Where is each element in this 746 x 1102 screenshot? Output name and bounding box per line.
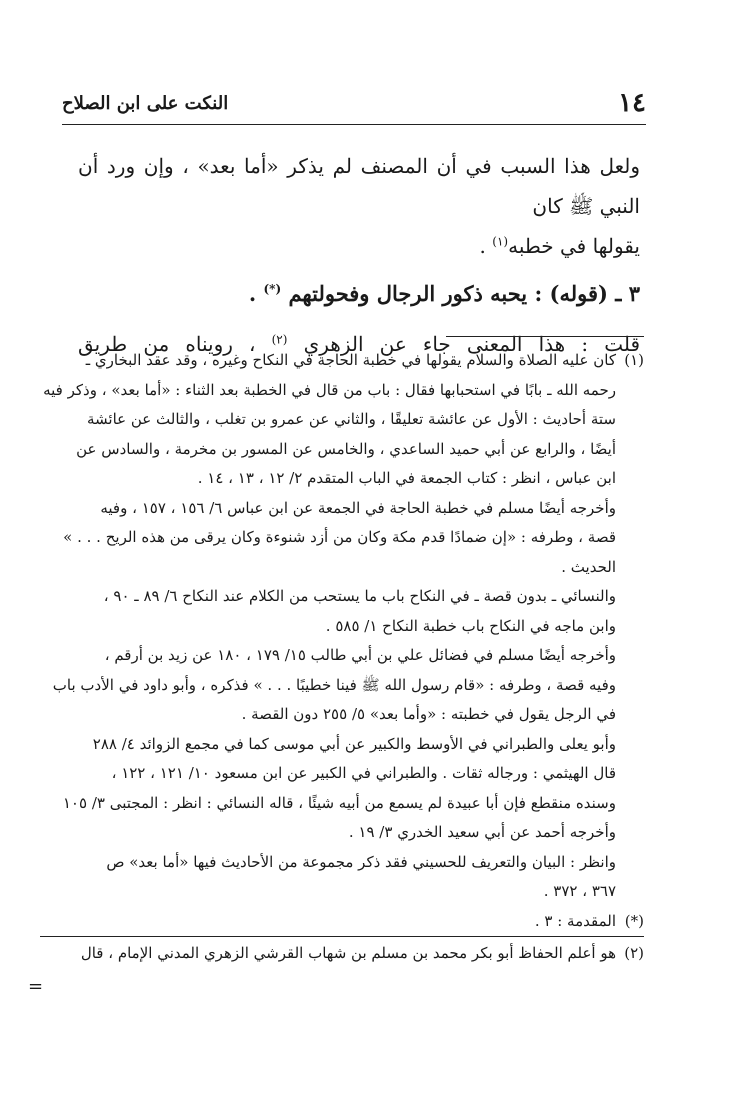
page-header bbox=[62, 88, 646, 124]
footnote-ref-star: (*) bbox=[263, 282, 282, 296]
footnote-rule bbox=[446, 336, 644, 337]
footnote-2 bbox=[40, 936, 644, 969]
continuation-mark: = bbox=[28, 976, 44, 997]
footnote-2-text: هو أعلم الحفاظ أبو بكر محمد بن مسلم بن شهاب القرشي الزهري المدني الإمام ، قال bbox=[80, 944, 616, 962]
page-number: ١٤ bbox=[618, 88, 646, 118]
paragraph-1 bbox=[78, 146, 640, 266]
footnote-1-line-18: وانظر : البيان والتعريف للحسيني فقد ذكر مجموعة من الأحاديث فيها «أما بعد» ص bbox=[106, 852, 616, 871]
footnote-1-line-16: وسنده منقطع فإن أبا عبيدة لم يسمع من أبيه شيئًا ، قاله النسائي : انظر : المجتبى ٣/ ١٠٥ bbox=[62, 793, 616, 812]
footnote-1-text: كان عليه الصلاة والسلام يقولها في خطبة الحاجة في النكاح وغيره ، وقد عقد البخاري ـ bbox=[85, 351, 616, 369]
footnote-star bbox=[40, 907, 644, 937]
section-heading-text: ٣ ـ (قوله) : يحبه ذكور الرجال وفحولتهم bbox=[288, 281, 640, 306]
footnote-ref-2: (٢) bbox=[271, 332, 288, 347]
footnote-1-line-7: قصة ، وطرفه : «إن ضمادًا قدم مكة وكان من أزد شنوءة وكان يرقى من هذه الريح . . . » bbox=[63, 528, 616, 546]
footnote-1-line-4: أيضًا ، والرابع عن أبي حميد الساعدي ، والخامس عن المسور بن مخرمة ، والسادس عن bbox=[76, 439, 616, 458]
footnote-1-number: (١) bbox=[624, 351, 644, 369]
footnote-1-line-5: ابن عباس ، انظر : كتاب الجمعة في الباب المتقدم ٢/ ١٢ ، ١٣ ، ١٤ . bbox=[197, 469, 616, 487]
footnote-1-line-8: الحديث . bbox=[561, 557, 616, 576]
footnote-1-line-11: وأخرجه أيضًا مسلم في فضائل علي بن أبي طالب ١٥/ ١٧٩ ، ١٨٠ عن زيد بن أرقم ، bbox=[104, 646, 616, 664]
paragraph-1-end: . bbox=[479, 234, 493, 258]
footnote-1-line-12: وفيه قصة ، وطرفه : «قام رسول الله ﷺ فينا خطيبًا . . . » فذكره ، وأبو داود في الأدب باب bbox=[52, 675, 616, 694]
header-rule bbox=[62, 124, 646, 125]
footnote-1-line-19: ٣٦٧ ، ٣٧٢ . bbox=[543, 882, 616, 900]
footnotes bbox=[40, 346, 644, 969]
footnote-1-line-1 bbox=[40, 346, 644, 376]
footnote-1-line-6: وأخرجه أيضًا مسلم في خطبة الحاجة في الجمعة عن ابن عباس ٦/ ١٥٦ ، ١٥٧ ، وفيه bbox=[100, 498, 616, 517]
footnote-1-line-13: في الرجل يقول في خطبته : «وأما بعد» ٥/ ٢٥٥ دون القصة . bbox=[241, 705, 616, 723]
running-title: النكت على ابن الصلاح bbox=[62, 93, 229, 114]
footnote-1-line-17: وأخرجه أحمد عن أبي سعيد الخدري ٣/ ١٩ . bbox=[348, 823, 616, 841]
footnote-1-line-9: والنسائي ـ بدون قصة ـ في النكاح باب ما يستحب من الكلام عند النكاح ٦/ ٨٩ ـ ٩٠ ، bbox=[103, 587, 616, 605]
paragraph-1-line-2: يقولها في خطبه bbox=[508, 234, 640, 258]
quote-text-b: ، رويناه من طريق bbox=[78, 332, 272, 356]
footnote-1-line-10: وابن ماجه في النكاح باب خطبة النكاح ١/ ٥٨٥ . bbox=[325, 616, 616, 635]
footnote-1-line-3: ستة أحاديث : الأول عن عائشة تعليقًا ، والثاني عن عمرو بن تغلب ، والثالث عن عائشة bbox=[87, 410, 616, 428]
footnote-1-line-2: رحمه الله ـ بابًا في استحبابها فقال : باب من قال في الخطبة بعد الثناء : «أما بعد» ، وذكر فيه bbox=[43, 380, 616, 399]
footnote-2-number: (٢) bbox=[624, 944, 644, 962]
quote-text-a: قلت : هذا المعنى جاء عن الزهري bbox=[303, 332, 641, 356]
footnote-ref-1: (١) bbox=[492, 234, 509, 249]
footnote-star-number: (*) bbox=[624, 911, 644, 930]
footnote-star-text: المقدمة : ٣ . bbox=[534, 911, 616, 930]
section-heading bbox=[78, 274, 640, 314]
section-heading-end: . bbox=[248, 281, 264, 306]
paragraph-1-line-1: ولعل هذا السبب في أن المصنف لم يذكر «أما بعد» ، وإن ورد أن النبي ﷺ كان bbox=[78, 154, 640, 218]
main-text bbox=[78, 146, 640, 364]
footnote-1-line-14: وأبو يعلى والطبراني في الأوسط والكبير عن أبي موسى كما في مجمع الزوائد ٤/ ٢٨٨ bbox=[92, 734, 616, 753]
footnote-1-line-15: قال الهيثمي : ورجاله ثقات . والطبراني في الكبير عن ابن مسعود ١٠/ ١٢١ ، ١٢٢ ، bbox=[111, 764, 616, 782]
